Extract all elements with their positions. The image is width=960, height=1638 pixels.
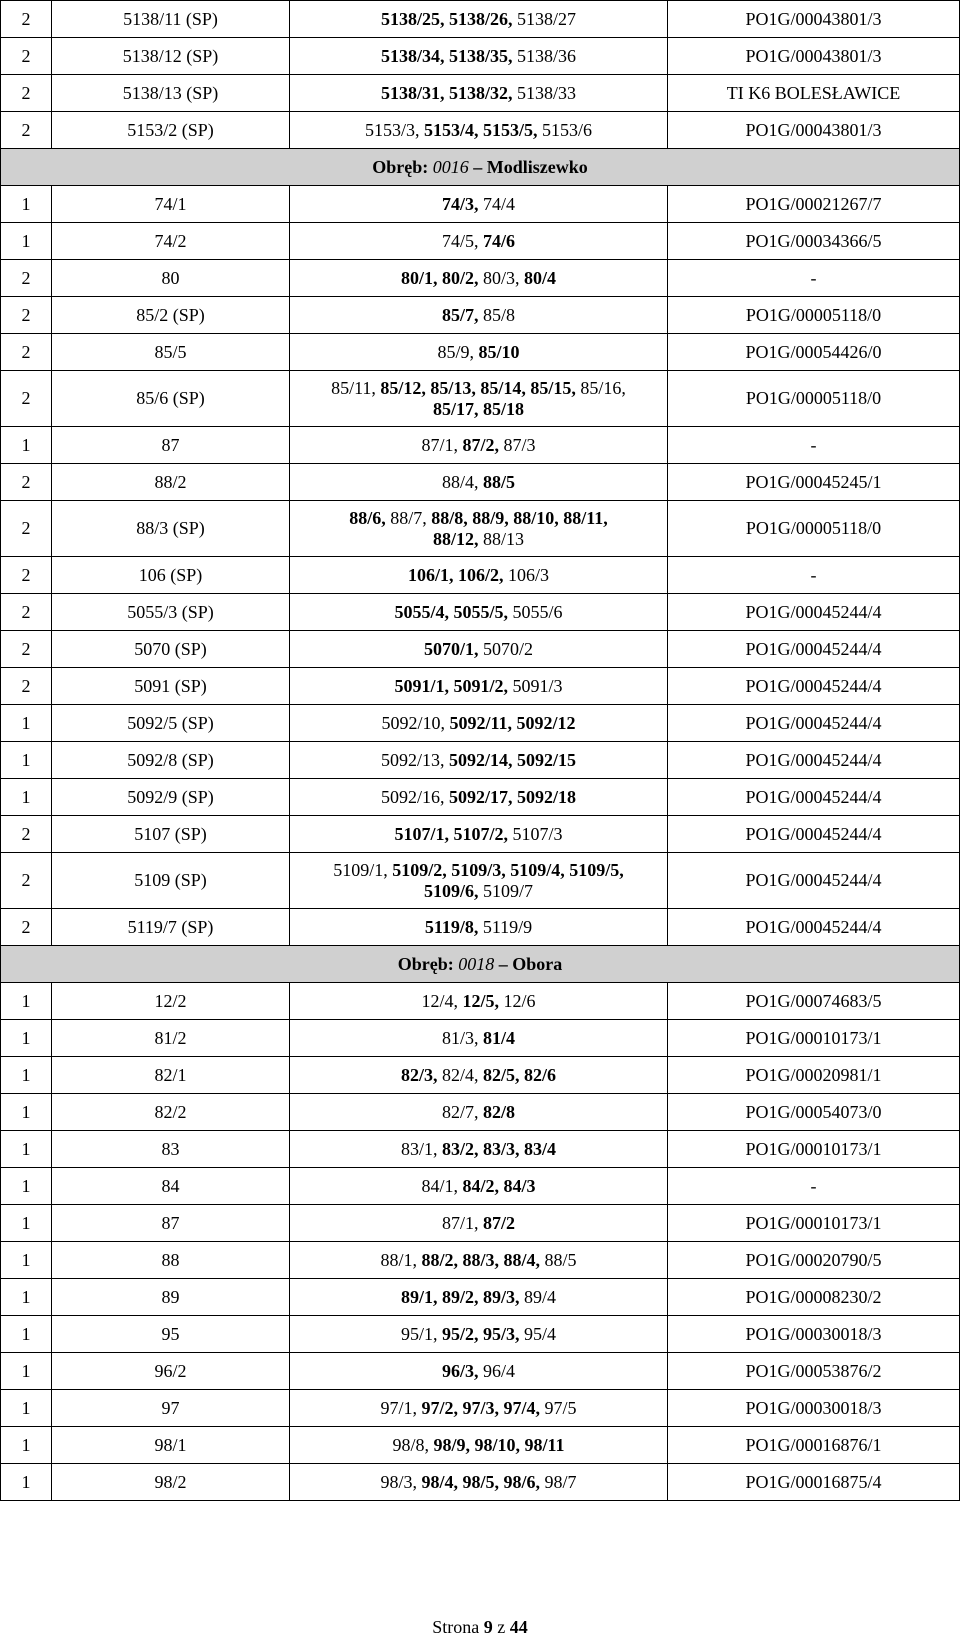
cell-count: 1 — [1, 1094, 52, 1131]
cell-land-register: PO1G/00053876/2 — [668, 1353, 960, 1390]
cell-land-register: PO1G/00043801/3 — [668, 1, 960, 38]
cell-count: 2 — [1, 909, 52, 946]
subparcel-text: 5153/6 — [537, 119, 593, 140]
table-row — [1, 186, 960, 223]
cell-count: 1 — [1, 705, 52, 742]
subparcel-bold: 74/3, — [441, 193, 479, 214]
table-row — [1, 1242, 960, 1279]
cell-land-register: - — [668, 260, 960, 297]
cell-subparcels — [290, 1464, 668, 1501]
cell-land-register: PO1G/00005118/0 — [668, 371, 960, 427]
cell-parcel: 81/2 — [52, 1020, 290, 1057]
cell-parcel: 80 — [52, 260, 290, 297]
cell-land-register: PO1G/00005118/0 — [668, 297, 960, 334]
subparcel-bold: 85/7, — [441, 304, 479, 325]
subparcel-text: 81/3, — [441, 1027, 483, 1048]
subparcel-text: 82/4, — [437, 1064, 483, 1085]
table-row — [1, 557, 960, 594]
subparcel-text: 85/8 — [478, 304, 516, 325]
cell-subparcels — [290, 112, 668, 149]
cell-land-register: PO1G/00016876/1 — [668, 1427, 960, 1464]
cell-count: 1 — [1, 1242, 52, 1279]
cell-parcel: 12/2 — [52, 983, 290, 1020]
subparcel-text: 83/1, — [400, 1138, 442, 1159]
cell-count: 2 — [1, 594, 52, 631]
subparcel-text: 88/4, — [441, 471, 483, 492]
cell-land-register: PO1G/00010173/1 — [668, 1205, 960, 1242]
cell-land-register: - — [668, 557, 960, 594]
cell-subparcels — [290, 1353, 668, 1390]
cell-parcel: 5092/9 (SP) — [52, 779, 290, 816]
subparcel-bold: 98/9, 98/10, 98/11 — [433, 1434, 565, 1455]
section-name: Obora — [512, 953, 563, 974]
table-row — [1, 75, 960, 112]
section-name: Modliszewko — [486, 156, 588, 177]
subparcel-bold: 12/5, — [462, 990, 499, 1011]
subparcel-text: 5070/2 — [478, 638, 534, 659]
cell-count: 2 — [1, 75, 52, 112]
cell-count: 2 — [1, 557, 52, 594]
cell-subparcels — [290, 1057, 668, 1094]
table-row — [1, 371, 960, 427]
cell-subparcels — [290, 1, 668, 38]
cell-parcel: 88 — [52, 1242, 290, 1279]
subparcel-text: 85/11, — [331, 377, 381, 398]
subparcel-text: 5109/1, — [333, 859, 393, 880]
cell-count: 1 — [1, 1131, 52, 1168]
cell-parcel: 5092/5 (SP) — [52, 705, 290, 742]
cell-parcel: 97 — [52, 1390, 290, 1427]
cell-parcel: 5153/2 (SP) — [52, 112, 290, 149]
cell-count: 1 — [1, 1427, 52, 1464]
cell-land-register: PO1G/00020981/1 — [668, 1057, 960, 1094]
table-row — [1, 297, 960, 334]
cell-parcel: 89 — [52, 1279, 290, 1316]
section-number: 0018 — [458, 953, 495, 974]
table-row — [1, 38, 960, 75]
subparcel-text: 74/4 — [478, 193, 516, 214]
table-row — [1, 501, 960, 557]
cell-parcel: 5138/11 (SP) — [52, 1, 290, 38]
subparcel-text: 87/1, — [441, 1212, 483, 1233]
subparcel-text: 12/6 — [499, 990, 536, 1011]
cell-subparcels — [290, 1242, 668, 1279]
subparcel-bold: 85/12, 85/13, 85/14, 85/15, — [380, 377, 576, 398]
section-number: 0016 — [432, 156, 469, 177]
subparcel-text: 88/7, — [385, 507, 432, 528]
subparcel-text: 5138/33 — [512, 82, 577, 103]
cell-subparcels — [290, 779, 668, 816]
subparcel-bold: 5109/2, 5109/3, 5109/4, 5109/5, — [392, 859, 624, 880]
subparcel-bold: 88/2, 88/3, 88/4, — [421, 1249, 540, 1270]
cell-land-register: PO1G/00045245/1 — [668, 464, 960, 501]
cell-land-register: PO1G/00010173/1 — [668, 1131, 960, 1168]
table-row — [1, 816, 960, 853]
cell-parcel: 85/5 — [52, 334, 290, 371]
section-header-cell — [1, 946, 960, 983]
cell-land-register: PO1G/00043801/3 — [668, 38, 960, 75]
table-row — [1, 334, 960, 371]
subparcel-bold: 97/2, 97/3, 97/4, — [421, 1397, 540, 1418]
footer-separator: z — [492, 1617, 510, 1637]
table-row — [1, 427, 960, 464]
subparcel-bold: 87/2 — [483, 1212, 516, 1233]
cell-parcel: 74/1 — [52, 186, 290, 223]
cell-land-register: PO1G/00030018/3 — [668, 1316, 960, 1353]
cell-land-register: PO1G/00045244/4 — [668, 631, 960, 668]
subparcel-text: 98/8, — [392, 1434, 434, 1455]
cell-subparcels — [290, 371, 668, 427]
cell-count: 2 — [1, 38, 52, 75]
cell-parcel: 5091 (SP) — [52, 668, 290, 705]
subparcel-text: 85/9, — [437, 341, 479, 362]
cell-count: 1 — [1, 1464, 52, 1501]
subparcel-bold: 74/6 — [483, 230, 516, 251]
subparcel-text: 5153/3, — [364, 119, 424, 140]
subparcel-text: 97/5 — [540, 1397, 577, 1418]
subparcel-bold: 96/3, — [441, 1360, 479, 1381]
cell-land-register: PO1G/00045244/4 — [668, 909, 960, 946]
subparcel-bold: 5138/31, 5138/32, — [380, 82, 513, 103]
cell-land-register: PO1G/00020790/5 — [668, 1242, 960, 1279]
cell-parcel: 82/2 — [52, 1094, 290, 1131]
table-row — [1, 705, 960, 742]
table-row — [1, 909, 960, 946]
cell-subparcels — [290, 260, 668, 297]
page-footer — [0, 1617, 960, 1638]
cell-land-register: PO1G/00005118/0 — [668, 501, 960, 557]
cell-parcel: 5070 (SP) — [52, 631, 290, 668]
cell-land-register: PO1G/00034366/5 — [668, 223, 960, 260]
cell-subparcels — [290, 594, 668, 631]
table-row — [1, 1020, 960, 1057]
subparcel-text: 95/1, — [400, 1323, 442, 1344]
section-header-row — [1, 946, 960, 983]
cell-land-register: PO1G/00054073/0 — [668, 1094, 960, 1131]
cell-parcel: 5138/12 (SP) — [52, 38, 290, 75]
cell-count: 2 — [1, 334, 52, 371]
cell-count: 1 — [1, 742, 52, 779]
section-label: Obręb: — [397, 953, 459, 974]
cell-parcel: 88/3 (SP) — [52, 501, 290, 557]
cell-subparcels — [290, 557, 668, 594]
subparcel-bold: 5092/14, 5092/15 — [449, 749, 577, 770]
cell-count: 2 — [1, 668, 52, 705]
subparcel-text: 5138/27 — [512, 8, 577, 29]
cell-subparcels — [290, 853, 668, 909]
cell-parcel: 5092/8 (SP) — [52, 742, 290, 779]
subparcel-text: 5138/36 — [512, 45, 577, 66]
cell-count: 2 — [1, 1, 52, 38]
subparcel-bold: 89/1, 89/2, 89/3, — [400, 1286, 520, 1307]
subparcel-text: 5091/3 — [508, 675, 563, 696]
subparcel-bold: 88/6, — [349, 507, 386, 528]
table-row — [1, 464, 960, 501]
subparcel-bold: 5138/25, 5138/26, — [380, 8, 513, 29]
subparcel-text: 12/4, — [421, 990, 463, 1011]
cell-subparcels — [290, 223, 668, 260]
subparcel-bold: 82/3, — [400, 1064, 438, 1085]
cell-subparcels — [290, 75, 668, 112]
cell-land-register: PO1G/00054426/0 — [668, 334, 960, 371]
cell-count: 2 — [1, 260, 52, 297]
cell-subparcels — [290, 1427, 668, 1464]
subparcel-bold: 85/10 — [478, 341, 520, 362]
subparcel-bold: 82/8 — [483, 1101, 516, 1122]
cell-subparcels — [290, 1168, 668, 1205]
cell-count: 1 — [1, 983, 52, 1020]
subparcel-text: 89/4 — [519, 1286, 557, 1307]
cell-parcel: 85/2 (SP) — [52, 297, 290, 334]
cell-subparcels — [290, 816, 668, 853]
cell-count: 1 — [1, 1057, 52, 1094]
subparcel-bold: 80/1, 80/2, — [400, 267, 479, 288]
cell-subparcels — [290, 1390, 668, 1427]
cell-parcel: 5119/7 (SP) — [52, 909, 290, 946]
footer-page-total: 44 — [509, 1617, 528, 1637]
subparcel-bold: 95/2, 95/3, — [441, 1323, 520, 1344]
subparcel-bold: 84/2, 84/3 — [462, 1175, 536, 1196]
cell-count: 1 — [1, 1353, 52, 1390]
table-row — [1, 1, 960, 38]
cell-count: 1 — [1, 1279, 52, 1316]
cell-count: 1 — [1, 223, 52, 260]
cell-land-register: TI K6 BOLESŁAWICE — [668, 75, 960, 112]
subparcel-text: 88/1, — [380, 1249, 422, 1270]
cell-land-register: PO1G/00021267/7 — [668, 186, 960, 223]
cell-land-register: PO1G/00045244/4 — [668, 779, 960, 816]
subparcel-text: 5092/10, — [381, 712, 450, 733]
subparcel-text: 98/7 — [540, 1471, 577, 1492]
subparcel-bold: 5119/8, — [424, 916, 479, 937]
cell-count: 2 — [1, 297, 52, 334]
cell-land-register: PO1G/00045244/4 — [668, 742, 960, 779]
subparcel-text: 87/1, — [421, 434, 463, 455]
cell-land-register: PO1G/00045244/4 — [668, 705, 960, 742]
section-dash: – — [494, 953, 513, 974]
cell-count: 2 — [1, 464, 52, 501]
cell-subparcels — [290, 186, 668, 223]
table-row — [1, 112, 960, 149]
cell-subparcels — [290, 631, 668, 668]
cell-subparcels — [290, 427, 668, 464]
table-row — [1, 223, 960, 260]
subparcel-bold: 106/1, 106/2, — [407, 564, 504, 585]
table-row — [1, 1279, 960, 1316]
subparcel-text: 88/13 — [478, 528, 525, 549]
subparcel-bold: 88/5 — [483, 471, 516, 492]
subparcel-bold: 83/2, 83/3, 83/4 — [442, 1138, 557, 1159]
cell-land-register: PO1G/00045244/4 — [668, 816, 960, 853]
cell-land-register: PO1G/00045244/4 — [668, 594, 960, 631]
table-row — [1, 631, 960, 668]
table-row — [1, 1205, 960, 1242]
subparcel-bold: 88/8, 88/9, 88/10, 88/11, — [431, 507, 608, 528]
cell-subparcels — [290, 1020, 668, 1057]
cell-parcel: 5138/13 (SP) — [52, 75, 290, 112]
cell-count: 2 — [1, 501, 52, 557]
table-row — [1, 1057, 960, 1094]
table-row — [1, 1353, 960, 1390]
subparcel-bold: 85/17, 85/18 — [432, 398, 524, 419]
cell-subparcels — [290, 1279, 668, 1316]
cell-subparcels — [290, 1094, 668, 1131]
cell-land-register: PO1G/00074683/5 — [668, 983, 960, 1020]
cell-parcel: 74/2 — [52, 223, 290, 260]
cell-land-register: PO1G/00008230/2 — [668, 1279, 960, 1316]
subparcel-text: 5107/3 — [508, 823, 563, 844]
subparcel-bold: 81/4 — [483, 1027, 516, 1048]
parcel-table-body — [1, 1, 960, 1501]
table-row — [1, 853, 960, 909]
cell-subparcels — [290, 1131, 668, 1168]
subparcel-text: 5092/16, — [380, 786, 449, 807]
cell-land-register: PO1G/00030018/3 — [668, 1390, 960, 1427]
cell-parcel: 87 — [52, 1205, 290, 1242]
subparcel-text: 5055/6 — [508, 601, 563, 622]
subparcel-bold: 5091/1, 5091/2, — [394, 675, 508, 696]
table-row — [1, 1390, 960, 1427]
cell-land-register: PO1G/00045244/4 — [668, 668, 960, 705]
cell-land-register: PO1G/00043801/3 — [668, 112, 960, 149]
subparcel-text: 95/4 — [519, 1323, 557, 1344]
cell-parcel: 5109 (SP) — [52, 853, 290, 909]
cell-subparcels — [290, 1316, 668, 1353]
table-row — [1, 1427, 960, 1464]
cell-count: 2 — [1, 371, 52, 427]
cell-subparcels — [290, 464, 668, 501]
table-row — [1, 1131, 960, 1168]
cell-land-register: PO1G/00010173/1 — [668, 1020, 960, 1057]
cell-subparcels — [290, 983, 668, 1020]
cell-count: 1 — [1, 1316, 52, 1353]
table-row — [1, 594, 960, 631]
subparcel-bold: 5109/6, — [423, 880, 479, 901]
cell-parcel: 96/2 — [52, 1353, 290, 1390]
cell-subparcels — [290, 705, 668, 742]
subparcel-bold: 80/4 — [524, 267, 557, 288]
subparcel-bold: 5092/11, 5092/12 — [449, 712, 576, 733]
subparcel-bold: 5107/1, 5107/2, — [394, 823, 508, 844]
subparcel-bold: 87/2, — [462, 434, 499, 455]
cell-count: 1 — [1, 1020, 52, 1057]
table-row — [1, 260, 960, 297]
subparcel-bold: 5055/4, 5055/5, — [394, 601, 508, 622]
table-row — [1, 779, 960, 816]
cell-land-register: - — [668, 1168, 960, 1205]
cell-count: 1 — [1, 1205, 52, 1242]
subparcel-bold: 82/5, 82/6 — [483, 1064, 557, 1085]
cell-count: 2 — [1, 112, 52, 149]
cell-subparcels — [290, 1205, 668, 1242]
cell-count: 1 — [1, 1390, 52, 1427]
subparcel-bold: 5153/4, 5153/5, — [423, 119, 538, 140]
subparcel-text: 97/1, — [380, 1397, 422, 1418]
subparcel-text: 98/3, — [380, 1471, 422, 1492]
subparcel-text: 80/3, — [478, 267, 524, 288]
cell-parcel: 87 — [52, 427, 290, 464]
table-row — [1, 1464, 960, 1501]
table-row — [1, 1094, 960, 1131]
subparcel-text: 84/1, — [421, 1175, 463, 1196]
cell-subparcels — [290, 297, 668, 334]
subparcel-text: 85/16, — [575, 377, 626, 398]
table-row — [1, 1316, 960, 1353]
cell-count: 1 — [1, 186, 52, 223]
subparcel-bold: 5138/34, 5138/35, — [380, 45, 513, 66]
cell-parcel: 106 (SP) — [52, 557, 290, 594]
cell-subparcels — [290, 501, 668, 557]
cell-parcel: 85/6 (SP) — [52, 371, 290, 427]
cell-subparcels — [290, 38, 668, 75]
cell-parcel: 5107 (SP) — [52, 816, 290, 853]
table-row — [1, 668, 960, 705]
subparcel-text: 88/5 — [540, 1249, 577, 1270]
cell-parcel: 83 — [52, 1131, 290, 1168]
cell-land-register: PO1G/00016875/4 — [668, 1464, 960, 1501]
section-header-cell — [1, 149, 960, 186]
section-label: Obręb: — [372, 156, 433, 177]
cell-parcel: 88/2 — [52, 464, 290, 501]
subparcel-bold: 5070/1, — [423, 638, 479, 659]
subparcel-text: 96/4 — [478, 1360, 516, 1381]
footer-page-number: 9 — [483, 1617, 493, 1637]
cell-parcel: 98/1 — [52, 1427, 290, 1464]
cell-subparcels — [290, 742, 668, 779]
subparcel-text: 106/3 — [503, 564, 550, 585]
subparcel-text: 87/3 — [499, 434, 536, 455]
cell-count: 1 — [1, 427, 52, 464]
cell-parcel: 84 — [52, 1168, 290, 1205]
cell-parcel: 5055/3 (SP) — [52, 594, 290, 631]
section-dash: – — [468, 156, 487, 177]
cell-land-register: - — [668, 427, 960, 464]
subparcel-bold: 5092/17, 5092/18 — [449, 786, 577, 807]
cell-parcel: 98/2 — [52, 1464, 290, 1501]
cell-count: 2 — [1, 631, 52, 668]
table-row — [1, 742, 960, 779]
subparcel-text: 5119/9 — [478, 916, 533, 937]
subparcel-text: 5092/13, — [380, 749, 449, 770]
cell-count: 2 — [1, 816, 52, 853]
cell-count: 2 — [1, 853, 52, 909]
cell-subparcels — [290, 909, 668, 946]
subparcel-bold: 98/4, 98/5, 98/6, — [421, 1471, 540, 1492]
cell-subparcels — [290, 334, 668, 371]
table-row — [1, 1168, 960, 1205]
cell-count: 1 — [1, 1168, 52, 1205]
cell-count: 1 — [1, 779, 52, 816]
subparcel-bold: 88/12, — [432, 528, 479, 549]
subparcel-text: 82/7, — [441, 1101, 483, 1122]
footer-prefix: Strona — [432, 1617, 484, 1637]
cell-land-register: PO1G/00045244/4 — [668, 853, 960, 909]
cell-parcel: 82/1 — [52, 1057, 290, 1094]
cell-subparcels — [290, 668, 668, 705]
section-header-row — [1, 149, 960, 186]
cell-parcel: 95 — [52, 1316, 290, 1353]
subparcel-text: 74/5, — [441, 230, 483, 251]
subparcel-text: 5109/7 — [478, 880, 534, 901]
table-row — [1, 983, 960, 1020]
